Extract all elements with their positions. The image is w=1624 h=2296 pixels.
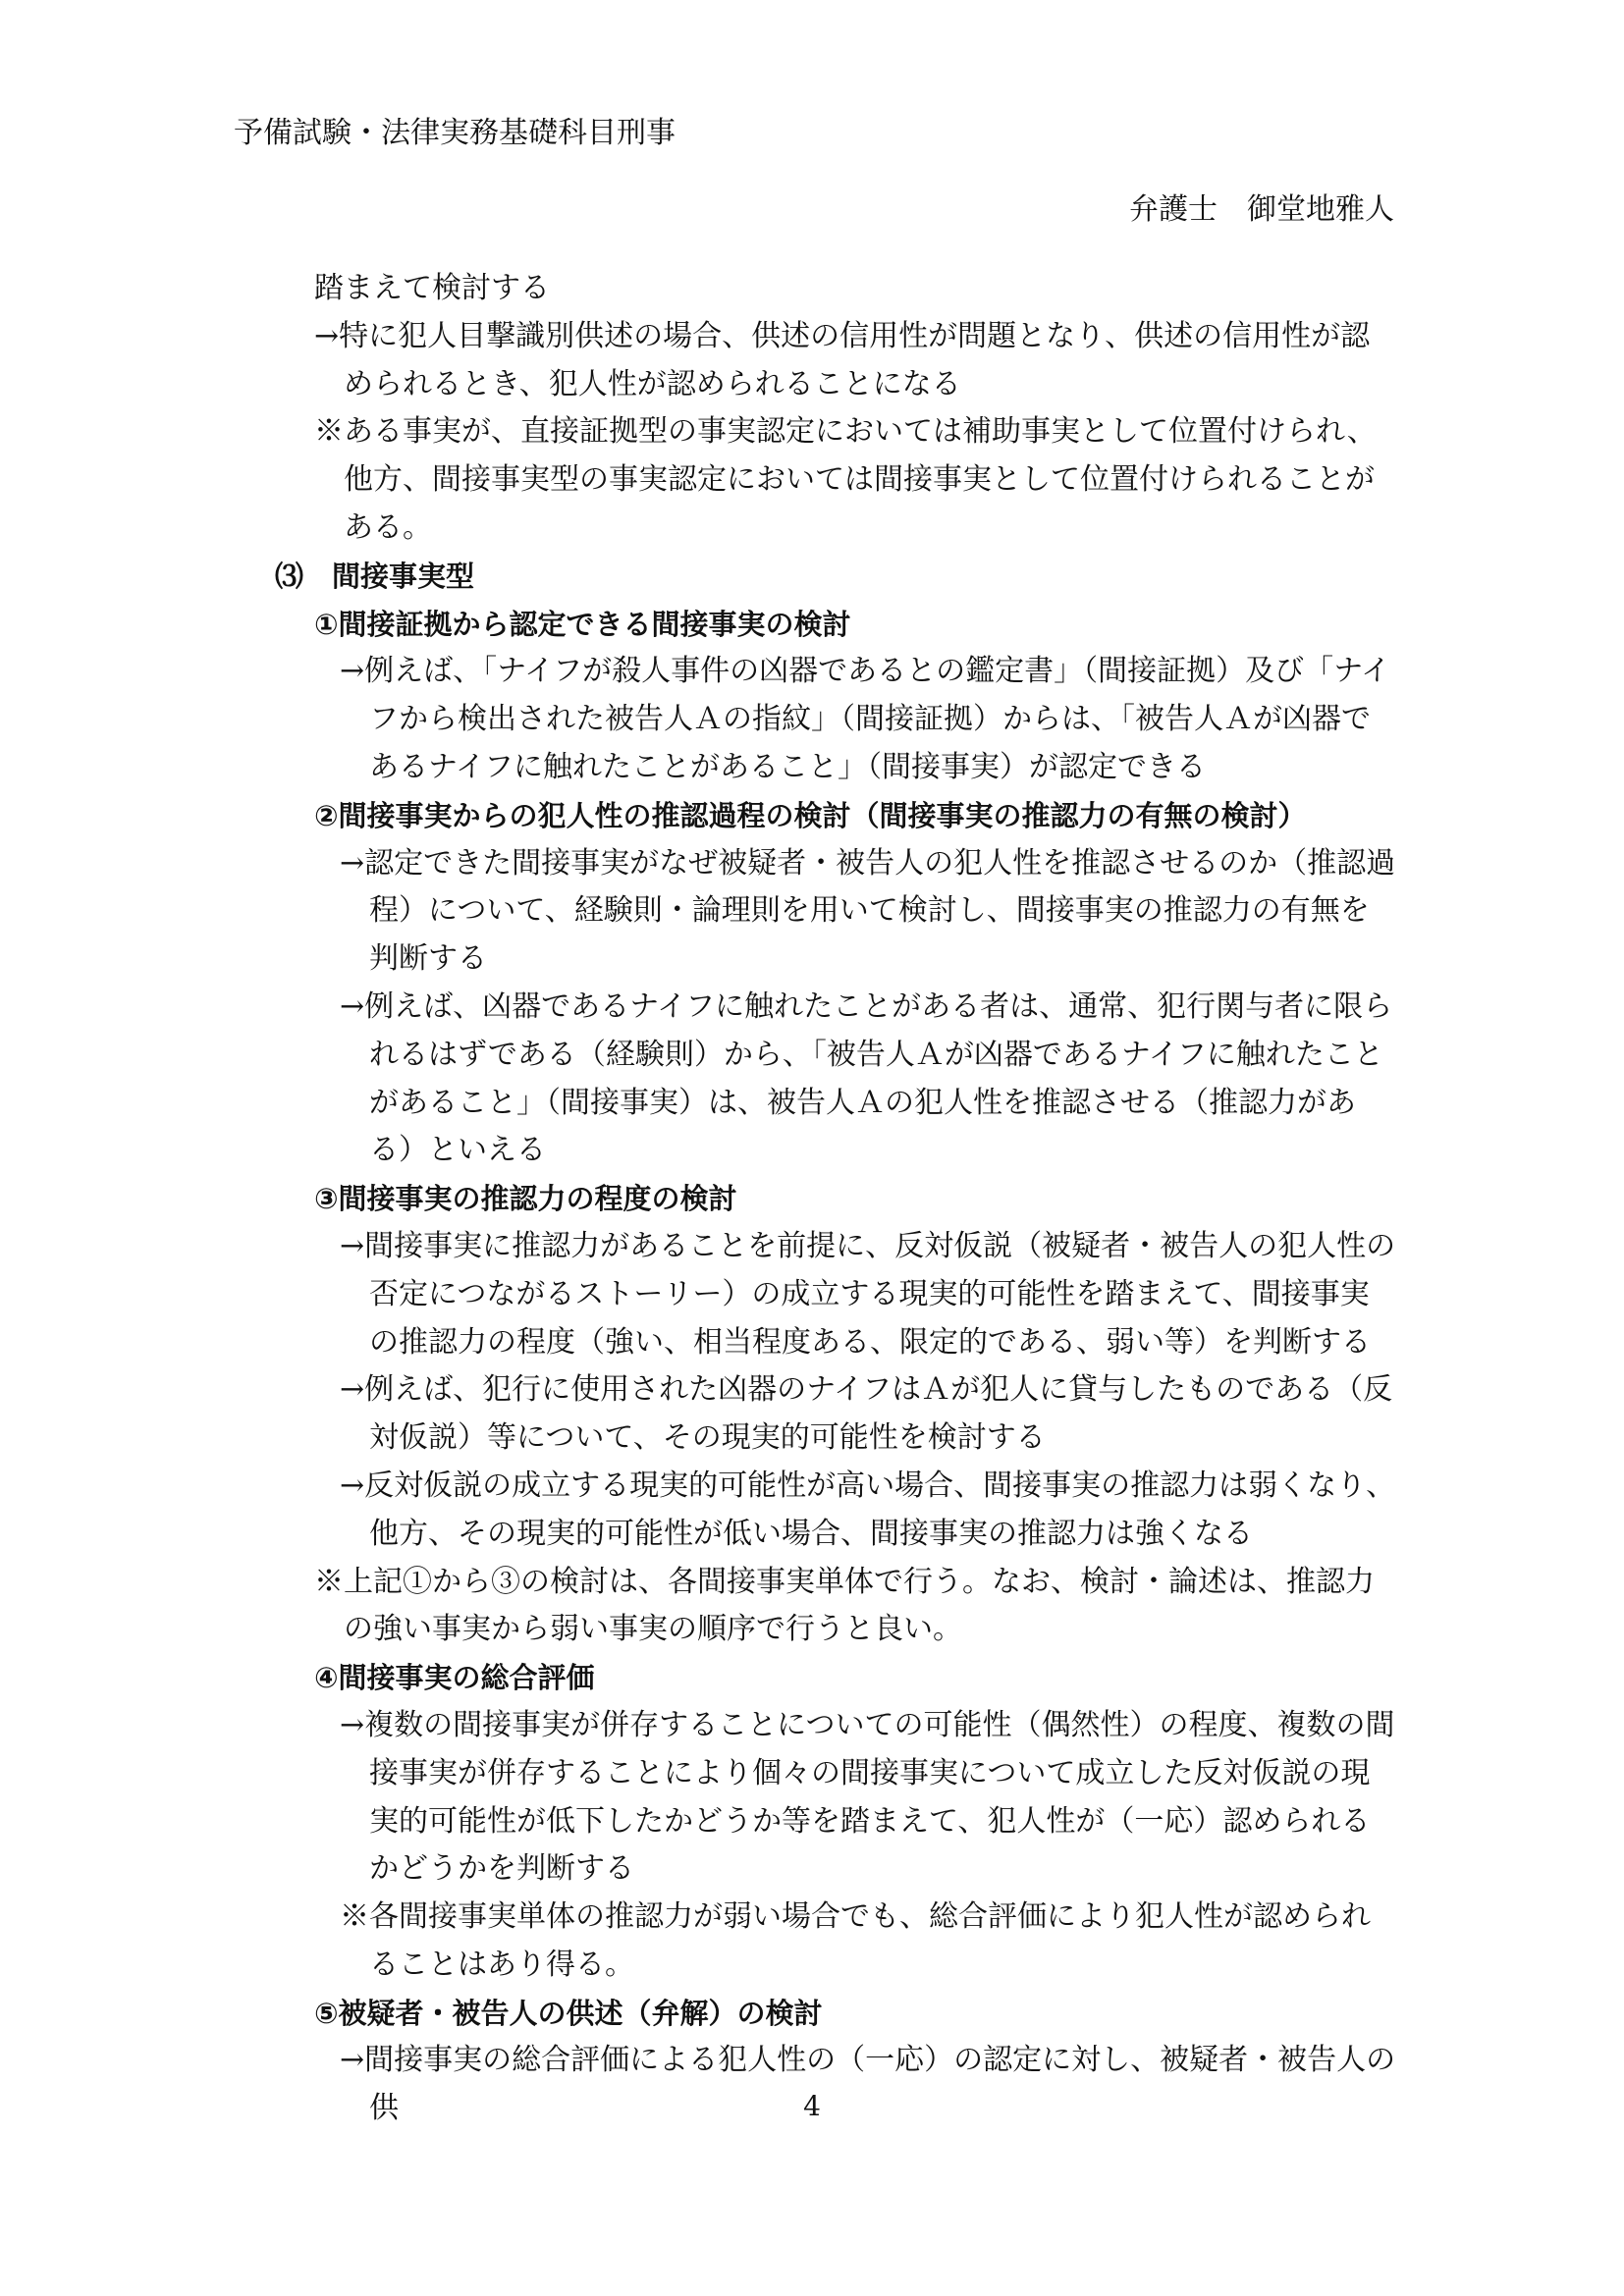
subsection-heading: ②間接事実からの犯人性の推認過程の検討（間接事実の推認力の有無の検討） (314, 798, 1307, 832)
author-name: 弁護士 御堂地雅人 (1129, 192, 1394, 227)
note-paragraph: ※ある事実が、直接証拠型の事実認定においては補助事実として位置付けられ、他方、間接事実型の事実認定においては間接事実として位置付けられることがある。 (314, 414, 1377, 545)
body-paragraph: →認定できた間接事実がなぜ被疑者・被告人の犯人性を推認させるのか（推認過程）について、経験則・論理則を用いて検討し、間接事実の推認力の有無を判断する (340, 845, 1396, 977)
subsection-heading: ④間接事実の総合評価 (314, 1661, 595, 1695)
subsection-heading: ①間接証拠から認定できる間接事実の検討 (314, 607, 851, 641)
body-paragraph: ※各間接事実単体の推認力が弱い場合でも、総合評価により犯人性が認められることはあり得る。 (340, 1899, 1371, 1982)
body-paragraph: →反対仮説の成立する現実的可能性が高い場合、間接事実の推認力は弱くなり、他方、その現実的可能性が低い場合、間接事実の推認力は強くなる (340, 1468, 1396, 1551)
document-body (275, 265, 1398, 2133)
continuation-text: 踏まえて検討する (314, 271, 550, 305)
subsection-heading: ⑤被疑者・被告人の供述（弁解）の検討 (314, 1996, 823, 2030)
body-paragraph: →例えば、凶器であるナイフに触れたことがある者は、通常、犯行関与者に限られるはずである（経験則）から、「被告人Ａが凶器であるナイフに触れたことがあること」（間接事実）は、被告人Ａの犯人性を推認させる（推認力がある）といえる (340, 988, 1393, 1168)
page-number: 4 (803, 2090, 821, 2122)
document-title: 予備試験・法律実務基礎科目刑事 (234, 116, 676, 150)
body-paragraph: →間接事実に推認力があることを前提に、反対仮説（被疑者・被告人の犯人性の否定につながるストーリー）の成立する現実的可能性を踏まえて、間接事実の推認力の程度（強い、相当程度ある、限定的である、弱い等）を判断する (340, 1228, 1396, 1360)
note-paragraph: →特に犯人目撃識別供述の場合、供述の信用性が問題となり、供述の信用性が認められるとき、犯人性が認められることになる (314, 318, 1371, 401)
subsection-heading: ③間接事実の推認力の程度の検討 (314, 1182, 737, 1216)
body-paragraph: →複数の間接事実が併存することについての可能性（偶然性）の程度、複数の間接事実が併存することにより個々の間接事実について成立した反対仮説の現実的可能性が低下したかどうか等を踏まえて、犯人性が（一応）認められるかどうかを判断する (340, 1707, 1395, 1887)
section-heading: ⑶ 間接事実型 (275, 559, 475, 593)
body-paragraph: →例えば、「ナイフが殺人事件の凶器であるとの鑑定書」（間接証拠）及び「ナイフから検出された被告人Ａの指紋」（間接証拠）からは、「被告人Ａが凶器であるナイフに触れたことがあること」（間接事実）が認定できる (340, 654, 1391, 784)
body-paragraph: →例えば、犯行に使用された凶器のナイフはＡが犯人に貸与したものである（反対仮説）等について、その現実的可能性を検討する (340, 1372, 1393, 1456)
body-paragraph: →間接事実の総合評価による犯人性の（一応）の認定に対し、被疑者・被告人の供 (340, 2043, 1396, 2126)
note-paragraph: ※上記①から③の検討は、各間接事実単体で行う。なお、検討・論述は、推認力の強い事実から弱い事実の順序で行うと良い。 (314, 1564, 1375, 1647)
